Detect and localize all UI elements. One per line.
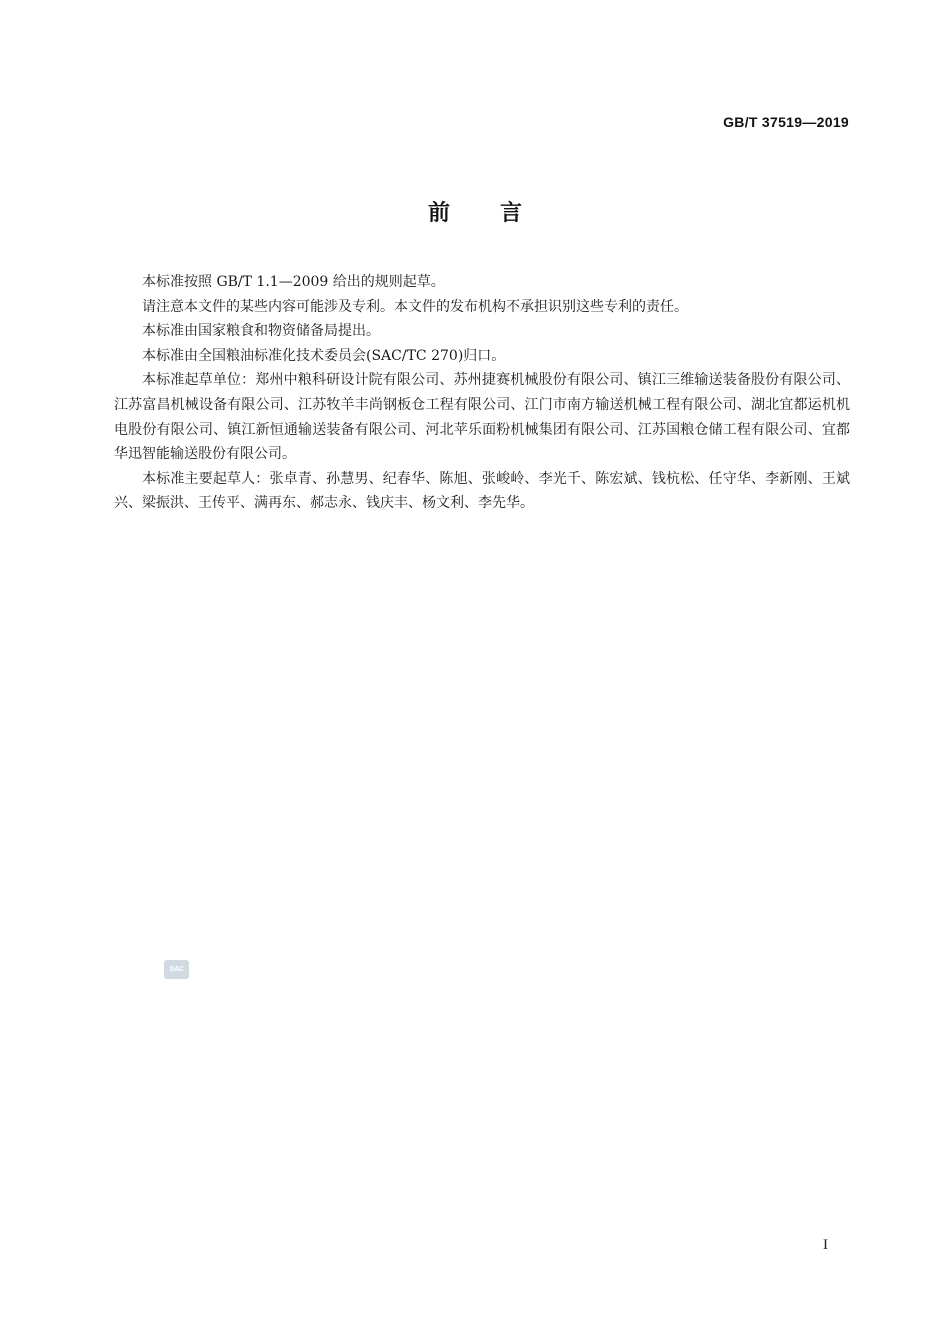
standard-number: GB/T 37519—2019 [723, 114, 849, 130]
paragraph-drafting-units: 本标准起草单位：郑州中粮科研设计院有限公司、苏州捷赛机械股份有限公司、镇江三维输送装备股份有限公司、江苏富昌机械设备有限公司、江苏牧羊丰尚钢板仓工程有限公司、江门市南方输送机械工程有限公司、湖北宜都运机机电股份有限公司、镇江新恒通输送装备有限公司、河北苹乐面粉机械集团有限公司、江苏国粮仓储工程有限公司、宜都华迅智能输送股份有限公司。 [114, 372, 850, 463]
foreword-body [114, 270, 850, 516]
paragraph-drafters: 本标准主要起草人：张卓青、孙慧男、纪春华、陈旭、张峻岭、李光千、陈宏斌、钱杭松、任守华、李新刚、王斌兴、梁振洪、王传平、满再东、郝志永、钱庆丰、杨文利、李先华。 [114, 470, 850, 512]
paragraph-proposer: 本标准由国家粮食和物资储备局提出。 [142, 323, 380, 340]
page-title: 前言 [427, 201, 572, 226]
page-number: I [823, 1237, 828, 1253]
paragraph-drafting-rules: 本标准按照 GB/T 1.1—2009 给出的规则起草。 [142, 274, 445, 290]
paragraph-technical-committee: 本标准由全国粮油标准化技术委员会(SAC/TC 270)归口。 [142, 347, 506, 364]
paragraph-patent-notice: 请注意本文件的某些内容可能涉及专利。本文件的发布机构不承担识别这些专利的责任。 [142, 298, 688, 315]
sac-logo-icon: SAC [164, 960, 189, 979]
